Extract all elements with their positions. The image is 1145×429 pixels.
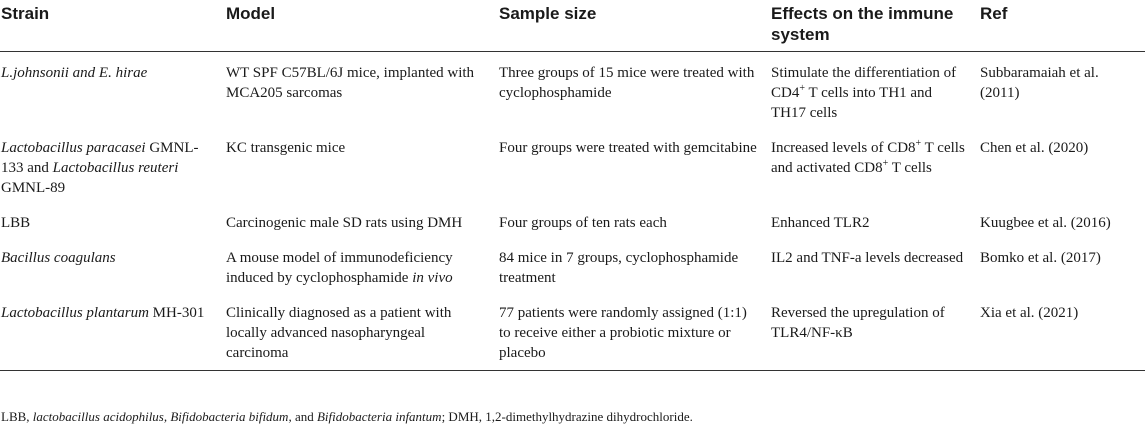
cell-sample-size: 84 mice in 7 groups, cyclophosphamide treatment [499,250,739,286]
superscript: + [882,158,889,169]
table-row [0,237,1145,292]
cell-model: WT SPF C57BL/6J mice, implanted with MCA205 sarcomas [226,65,475,101]
header-model: Model [226,0,499,52]
cell-sample-size: Three groups of 15 mice were treated with cyclophosphamide [499,65,755,101]
strain-text: GMNL-133 and [1,140,199,176]
strain-name: Lactobacillus paracasei [1,140,146,156]
table-row [0,52,1145,128]
cell-effects [771,52,980,128]
cell-ref: Subbaramaiah et al. (2011) [980,65,1099,101]
cell-ref: Kuugbee et al. (2016) [980,215,1111,231]
header-strain: Strain [0,0,226,52]
cell-effects: Enhanced TLR2 [771,215,870,231]
cell-model: Carcinogenic male SD rats using DMH [226,215,463,231]
cell-effects [771,127,980,202]
cell-strain [0,237,226,292]
cell-ref: Chen et al. (2020) [980,140,1089,156]
cell-model [226,237,499,292]
table-row [0,292,1145,371]
cell-ref: Bomko et al. (2017) [980,250,1101,266]
cell-ref: Xia et al. (2021) [980,292,1145,371]
model-text: A mouse model of immunodeficiency induced by cyclophosphamide [226,250,453,286]
strain-text: MH-301 [148,305,205,321]
header-sample-size: Sample size [499,0,771,52]
effects-text: T cells into TH1 and TH17 cells [771,85,933,121]
strain-name: Lactobacillus reuteri [52,160,179,176]
cell-model: Clinically diagnosed as a patient with locally advanced nasopharyngeal carcinoma [226,292,499,371]
strain-name: Bacillus coagulans [1,250,116,266]
header-row [0,0,1145,52]
cell-sample-size: Four groups of ten rats each [499,215,667,231]
cell-model: KC transgenic mice [226,140,346,156]
cell-strain: LBB [1,215,31,231]
cell-sample-size: 77 patients were randomly assigned (1:1) to receive either a probiotic mixture or placebo [499,292,771,371]
cell-effects: IL2 and TNF-a levels decreased [771,250,964,266]
strain-text: GMNL-89 [1,180,66,196]
superscript: + [799,83,805,94]
cell-strain [0,292,226,371]
table-footnote [1,409,693,425]
effects-text: T cells and activated CD8 [771,140,965,176]
effects-text: T cells [888,160,932,176]
cell-effects: Reversed the upregulation of TLR4/NF-κB [771,292,980,371]
footnote-italic: Bifidobacteria infantum [316,409,442,424]
footnote-text: and [291,409,317,424]
table-row [0,202,1145,237]
effects-text: Stimulate the differentiation of CD4 [771,65,957,101]
footnote-text: LBB, [1,409,33,424]
footnote-italic: lactobacillus acidophilus, Bifidobacteria bifidum, [32,409,292,424]
header-effects: Effects on the immune system [771,0,980,52]
model-text-italic: in vivo [412,270,453,286]
table-row [0,127,1145,202]
effects-text: Increased levels of CD8 [771,140,916,156]
superscript: + [915,138,922,149]
footnote-text: ; DMH, 1,2-dimethylhydrazine dihydrochloride. [441,409,693,424]
cell-strain [0,52,226,128]
cell-sample-size: Four groups were treated with gemcitabine [499,140,757,156]
strain-name: L.johnsonii and E. hirae [1,65,148,81]
cell-strain [0,127,226,202]
strain-name: Lactobacillus plantarum [1,305,149,321]
header-ref: Ref [980,0,1145,52]
